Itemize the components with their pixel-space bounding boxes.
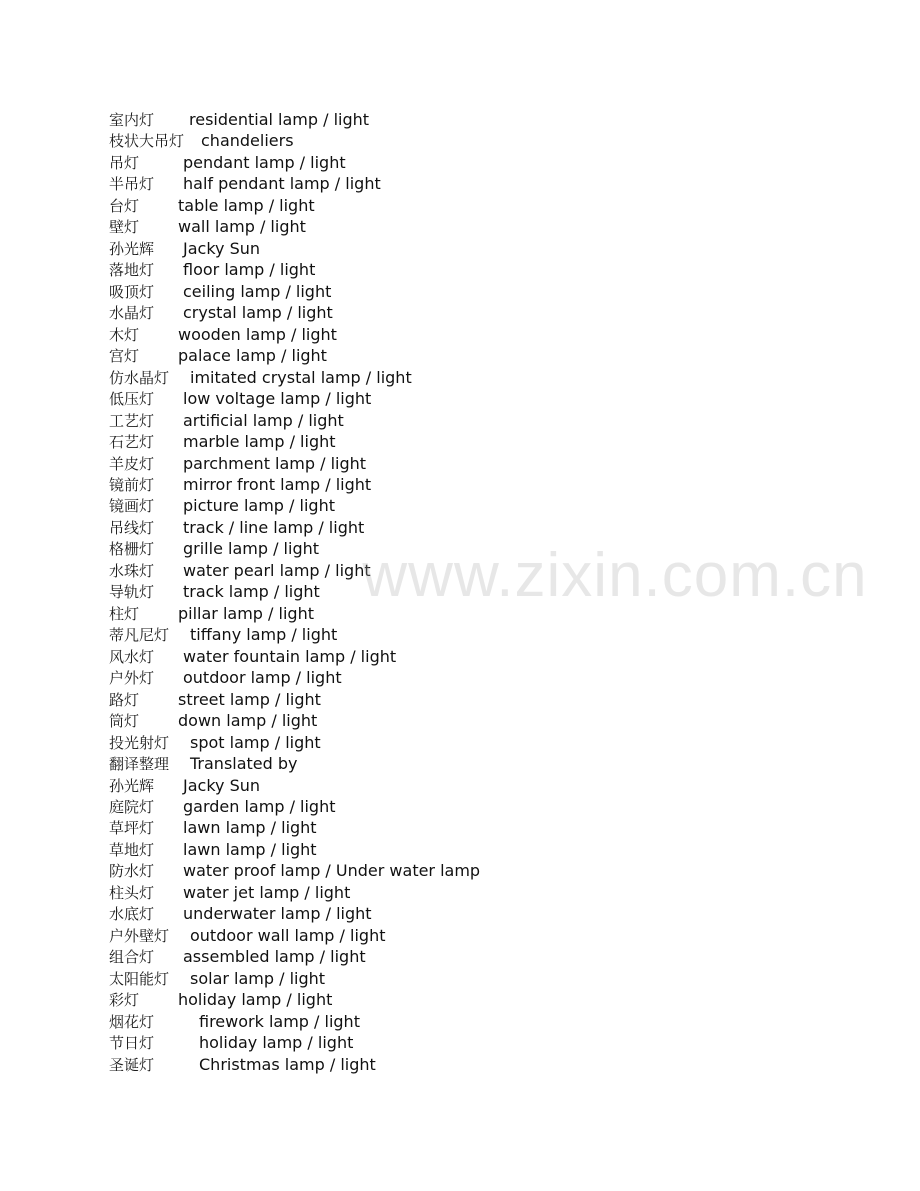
chinese-term: 节日灯 [109, 1034, 155, 1053]
glossary-entry [109, 667, 480, 688]
chinese-term: 导轨灯 [109, 583, 155, 602]
glossary-entry [109, 238, 480, 259]
glossary-entry [109, 1032, 480, 1053]
glossary-entry [109, 345, 480, 366]
chinese-term: 翻译整理 [109, 755, 170, 774]
chinese-term: 防水灯 [109, 862, 155, 881]
chinese-term: 户外灯 [109, 669, 155, 688]
chinese-term: 落地灯 [109, 261, 155, 280]
english-term: underwater lamp / light [183, 904, 372, 924]
chinese-term: 格栅灯 [109, 540, 155, 559]
english-term: low voltage lamp / light [183, 389, 372, 409]
glossary-entry [109, 302, 480, 323]
chinese-term: 水晶灯 [109, 304, 155, 323]
chinese-term: 吊灯 [109, 153, 140, 172]
chinese-term: 木灯 [109, 325, 140, 344]
english-term: tiffany lamp / light [190, 625, 338, 645]
chinese-term: 投光射灯 [109, 733, 170, 752]
chinese-term: 柱灯 [109, 604, 140, 623]
english-term: wooden lamp / light [178, 324, 337, 344]
glossary-entry [109, 925, 480, 946]
chinese-term: 太阳能灯 [109, 969, 170, 988]
chinese-term: 半吊灯 [109, 175, 155, 194]
english-term: parchment lamp / light [183, 453, 367, 473]
chinese-term: 水珠灯 [109, 561, 155, 580]
glossary-entry [109, 1054, 480, 1075]
glossary-entry [109, 388, 480, 409]
glossary-entry [109, 796, 480, 817]
english-term: palace lamp / light [178, 346, 327, 366]
glossary-entry [109, 130, 480, 151]
english-term: holiday lamp / light [199, 1033, 354, 1053]
english-term: artificial lamp / light [183, 410, 344, 430]
watermark: www.zixin.com.cn [362, 541, 868, 610]
english-term: Jacky Sun [183, 775, 261, 795]
english-term: down lamp / light [178, 711, 318, 731]
glossary-entry [109, 1011, 480, 1032]
english-term: wall lamp / light [178, 217, 306, 237]
english-term: water proof lamp / Under water lamp [183, 861, 481, 881]
glossary-entry [109, 517, 480, 538]
english-term: Christmas lamp / light [199, 1054, 376, 1074]
glossary-entry [109, 989, 480, 1010]
english-term: assembled lamp / light [183, 947, 366, 967]
english-term: pillar lamp / light [178, 603, 314, 623]
chinese-term: 圣诞灯 [109, 1055, 155, 1074]
glossary-entry [109, 624, 480, 645]
english-term: water fountain lamp / light [183, 646, 397, 666]
chinese-term: 蒂凡尼灯 [109, 626, 170, 645]
chinese-term: 筒灯 [109, 712, 140, 731]
glossary-list [109, 109, 480, 1075]
english-term: ceiling lamp / light [183, 281, 332, 301]
english-term: holiday lamp / light [178, 990, 333, 1010]
english-term: chandeliers [201, 131, 294, 151]
chinese-term: 组合灯 [109, 948, 155, 967]
english-term: track lamp / light [183, 582, 320, 602]
english-term: outdoor wall lamp / light [190, 925, 386, 945]
english-term: mirror front lamp / light [183, 474, 372, 494]
glossary-entry [109, 882, 480, 903]
chinese-term: 台灯 [109, 196, 140, 215]
glossary-entry [109, 173, 480, 194]
glossary-entry [109, 495, 480, 516]
glossary-entry [109, 839, 480, 860]
english-term: spot lamp / light [190, 732, 321, 752]
glossary-entry [109, 753, 480, 774]
english-term: residential lamp / light [189, 110, 370, 129]
glossary-entry [109, 817, 480, 838]
english-term: solar lamp / light [190, 968, 326, 988]
english-term: table lamp / light [178, 195, 315, 215]
chinese-term: 庭院灯 [109, 798, 155, 816]
english-term: picture lamp / light [183, 496, 335, 516]
glossary-entry [109, 560, 480, 581]
english-term: Jacky Sun [183, 238, 261, 258]
english-term: water jet lamp / light [183, 882, 351, 902]
chinese-term: 草坪灯 [109, 819, 155, 838]
glossary-entry [109, 538, 480, 559]
chinese-term: 仿水晶灯 [109, 368, 170, 387]
english-term: half pendant lamp / light [183, 174, 381, 194]
glossary-entry [109, 903, 480, 924]
chinese-term: 吊线灯 [109, 518, 155, 537]
english-term: pendant lamp / light [183, 152, 346, 172]
glossary-entry [109, 195, 480, 216]
glossary-entry [109, 646, 480, 667]
glossary-entry [109, 732, 480, 753]
chinese-term: 彩灯 [109, 991, 140, 1010]
glossary-entry [109, 860, 480, 881]
english-term: grille lamp / light [183, 539, 320, 559]
english-term: firework lamp / light [199, 1011, 360, 1031]
glossary-entry [109, 281, 480, 302]
chinese-term: 柱头灯 [109, 883, 155, 902]
chinese-term: 烟花灯 [109, 1012, 155, 1031]
english-term: track / line lamp / light [183, 517, 365, 537]
glossary-entry [109, 689, 480, 710]
chinese-term: 水底灯 [109, 905, 155, 924]
glossary-entry [109, 603, 480, 624]
english-term: Translated by [190, 754, 298, 774]
english-term: lawn lamp / light [183, 818, 317, 838]
english-term: floor lamp / light [183, 260, 316, 280]
glossary-entry [109, 431, 480, 452]
glossary-entry [109, 324, 480, 345]
english-term: lawn lamp / light [183, 839, 317, 859]
chinese-term: 路灯 [109, 690, 140, 709]
english-term: garden lamp / light [183, 797, 336, 816]
chinese-term: 孙光辉 [109, 239, 155, 258]
english-term: imitated crystal lamp / light [190, 367, 412, 387]
glossary-entry [109, 581, 480, 602]
chinese-term: 草地灯 [109, 840, 155, 859]
chinese-term: 孙光辉 [109, 776, 155, 795]
glossary-entry [109, 152, 480, 173]
chinese-term: 户外壁灯 [109, 926, 170, 945]
chinese-term: 石艺灯 [109, 433, 155, 452]
chinese-term: 羊皮灯 [109, 454, 155, 473]
chinese-term: 室内灯 [109, 111, 155, 129]
glossary-entry [109, 367, 480, 388]
english-term: marble lamp / light [183, 432, 336, 452]
english-term: crystal lamp / light [183, 303, 333, 323]
chinese-term: 枝状大吊灯 [109, 132, 185, 151]
chinese-term: 低压灯 [109, 390, 155, 409]
english-term: water pearl lamp / light [183, 560, 371, 580]
chinese-term: 宫灯 [109, 347, 140, 366]
glossary-entry [109, 710, 480, 731]
chinese-term: 风水灯 [109, 647, 155, 666]
glossary-entry [109, 259, 480, 280]
glossary-entry [109, 216, 480, 237]
chinese-term: 镜前灯 [109, 475, 155, 494]
glossary-entry [109, 474, 480, 495]
chinese-term: 壁灯 [109, 218, 140, 237]
glossary-entry [109, 946, 480, 967]
glossary-entry [109, 453, 480, 474]
glossary-entry [109, 775, 480, 796]
chinese-term: 吸顶灯 [109, 282, 155, 301]
glossary-entry [109, 410, 480, 431]
chinese-term: 工艺灯 [109, 411, 155, 430]
english-term: street lamp / light [178, 689, 321, 709]
chinese-term: 镜画灯 [109, 497, 155, 516]
glossary-entry [109, 109, 480, 130]
glossary-entry [109, 968, 480, 989]
english-term: outdoor lamp / light [183, 668, 342, 688]
